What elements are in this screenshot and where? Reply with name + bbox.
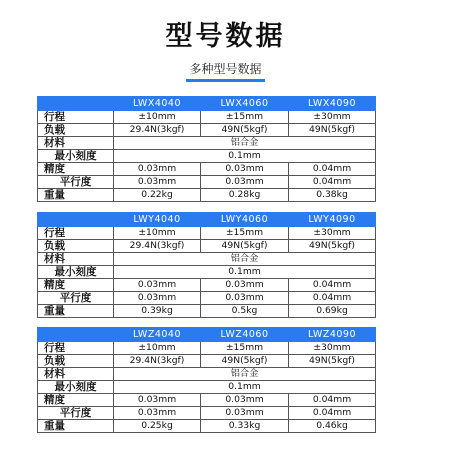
value-cell: 0.04mm [289, 163, 376, 176]
row-label: 材料 [38, 368, 114, 381]
subtitle-underline [186, 79, 265, 82]
value-cell: 49N(5kgf) [201, 355, 289, 368]
merged-value-cell: 铝合金 [114, 253, 376, 266]
value-cell: 0.22kg [114, 189, 201, 202]
merged-value-cell: 0.1mm [114, 150, 376, 163]
table-row [38, 394, 376, 407]
value-cell: ±15mm [201, 342, 289, 355]
table-row [38, 368, 376, 381]
value-cell: ±10mm [114, 342, 201, 355]
table-row [38, 342, 376, 355]
value-cell: 0.03mm [114, 407, 201, 420]
row-label: 最小刻度 [38, 266, 114, 279]
row-label: 重量 [38, 305, 114, 318]
value-cell: 0.46kg [289, 420, 376, 433]
model-header-cell: LWY4090 [289, 213, 376, 227]
table-row [38, 266, 376, 279]
table-row [38, 150, 376, 163]
value-cell: 29.4N(3kgf) [114, 124, 201, 137]
table-row [38, 292, 376, 305]
page-subtitle: 多种型号数据 [189, 62, 262, 76]
row-label: 负载 [38, 124, 114, 137]
value-cell: 49N(5kgf) [201, 124, 289, 137]
model-header-cell: LWX4040 [114, 97, 201, 111]
merged-value-cell: 0.1mm [114, 381, 376, 394]
value-cell: 0.03mm [201, 407, 289, 420]
table-row [38, 111, 376, 124]
value-cell: 0.25kg [114, 420, 201, 433]
value-cell: 29.4N(3kgf) [114, 355, 201, 368]
row-label: 平行度 [38, 292, 114, 305]
table-row [38, 124, 376, 137]
value-cell: 0.03mm [114, 176, 201, 189]
table-row [38, 279, 376, 292]
row-label: 平行度 [38, 176, 114, 189]
table-header-row [38, 328, 376, 342]
value-cell: ±30mm [289, 111, 376, 124]
table-row [38, 163, 376, 176]
value-cell: 0.03mm [201, 163, 289, 176]
value-cell: ±30mm [289, 342, 376, 355]
value-cell: ±10mm [114, 227, 201, 240]
table-row [38, 355, 376, 368]
model-header-cell: LWZ4040 [114, 328, 201, 342]
value-cell: 0.38kg [289, 189, 376, 202]
value-cell: 0.03mm [114, 163, 201, 176]
model-header-cell: LWY4060 [201, 213, 289, 227]
page-title: 型号数据 [165, 21, 286, 52]
table-row [38, 305, 376, 318]
value-cell: 49N(5kgf) [289, 355, 376, 368]
table-header-row [38, 97, 376, 111]
value-cell: 0.33kg [201, 420, 289, 433]
row-label: 重量 [38, 189, 114, 202]
table-row [38, 240, 376, 253]
table-row [38, 381, 376, 394]
value-cell: 0.03mm [201, 292, 289, 305]
header-blank-cell [38, 328, 114, 342]
row-label: 行程 [38, 342, 114, 355]
merged-value-cell: 0.1mm [114, 266, 376, 279]
value-cell: 0.03mm [201, 394, 289, 407]
value-cell: ±10mm [114, 111, 201, 124]
model-header-cell: LWX4060 [201, 97, 289, 111]
row-label: 平行度 [38, 407, 114, 420]
row-label: 最小刻度 [38, 150, 114, 163]
row-label: 材料 [38, 253, 114, 266]
row-label: 精度 [38, 163, 114, 176]
model-header-cell: LWZ4060 [201, 328, 289, 342]
value-cell: 0.03mm [201, 279, 289, 292]
table-header-row [38, 213, 376, 227]
row-label: 行程 [38, 227, 114, 240]
value-cell: 49N(5kgf) [289, 240, 376, 253]
row-label: 精度 [38, 279, 114, 292]
table-row [38, 137, 376, 150]
spec-table [37, 96, 376, 202]
value-cell: 0.04mm [289, 176, 376, 189]
table-row [38, 407, 376, 420]
header-blank-cell [38, 213, 114, 227]
table-row [38, 227, 376, 240]
value-cell: ±15mm [201, 227, 289, 240]
value-cell: ±30mm [289, 227, 376, 240]
value-cell: 49N(5kgf) [201, 240, 289, 253]
row-label: 精度 [38, 394, 114, 407]
value-cell: 0.5kg [201, 305, 289, 318]
row-label: 负载 [38, 240, 114, 253]
header-blank-cell [38, 97, 114, 111]
merged-value-cell: 铝合金 [114, 368, 376, 381]
value-cell: 0.04mm [289, 407, 376, 420]
spec-table [37, 327, 376, 433]
value-cell: 0.04mm [289, 394, 376, 407]
value-cell: 0.04mm [289, 292, 376, 305]
merged-value-cell: 铝合金 [114, 137, 376, 150]
table-row [38, 253, 376, 266]
value-cell: 0.69kg [289, 305, 376, 318]
spec-table [37, 212, 376, 318]
value-cell: 0.03mm [201, 176, 289, 189]
model-header-cell: LWZ4090 [289, 328, 376, 342]
row-label: 重量 [38, 420, 114, 433]
value-cell: 49N(5kgf) [289, 124, 376, 137]
value-cell: 0.03mm [114, 279, 201, 292]
value-cell: 0.03mm [114, 394, 201, 407]
value-cell: 0.39kg [114, 305, 201, 318]
value-cell: 0.03mm [114, 292, 201, 305]
value-cell: 29.4N(3kgf) [114, 240, 201, 253]
table-row [38, 189, 376, 202]
model-header-cell: LWX4090 [289, 97, 376, 111]
row-label: 最小刻度 [38, 381, 114, 394]
row-label: 负载 [38, 355, 114, 368]
table-row [38, 176, 376, 189]
model-header-cell: LWY4040 [114, 213, 201, 227]
value-cell: ±15mm [201, 111, 289, 124]
row-label: 行程 [38, 111, 114, 124]
value-cell: 0.28kg [201, 189, 289, 202]
table-row [38, 420, 376, 433]
row-label: 材料 [38, 137, 114, 150]
value-cell: 0.04mm [289, 279, 376, 292]
